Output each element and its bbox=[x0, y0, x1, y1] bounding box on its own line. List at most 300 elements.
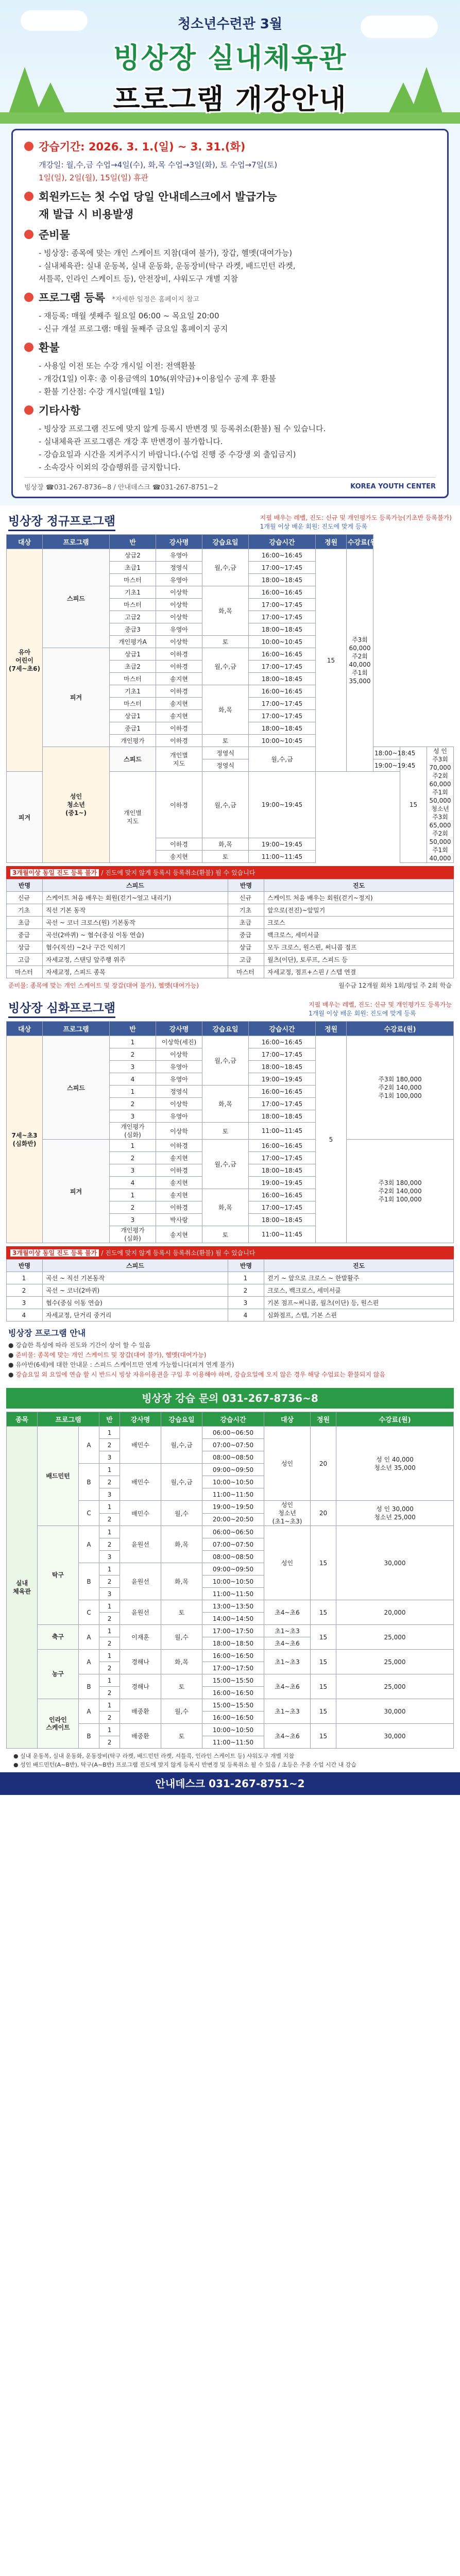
advanced-level-table bbox=[6, 1259, 454, 1321]
info-footer bbox=[24, 477, 436, 492]
table-row bbox=[7, 1699, 454, 1711]
group-cell: A bbox=[79, 1650, 99, 1674]
gym-footnote-text: 실내 운동복, 실내 운동화, 운동장비(탁구 라켓, 배드민턴 라켓, 셔틀콕, 인라인 스케이트 등) 샤워도구 개별 지참 bbox=[20, 1753, 295, 1759]
time-cell: 18:00~18:45 bbox=[249, 722, 316, 735]
class-cell: 2 bbox=[99, 1476, 120, 1488]
column-header: 진도 bbox=[264, 1260, 454, 1272]
column-header: 프로그램 bbox=[43, 1022, 110, 1036]
target-cell: 초4~초6 bbox=[264, 1637, 311, 1650]
class-cell: 마스터 bbox=[110, 574, 156, 586]
instructor-cell: 유영아 bbox=[156, 549, 202, 562]
prep-line: - 빙상장: 종목에 맞는 개인 스케이트 지참(대여 불가), 장갑, 헬멧(대여가능) bbox=[39, 248, 293, 258]
capacity-cell: 15 bbox=[400, 747, 427, 863]
target-cell: 초4~초6 bbox=[264, 1674, 311, 1699]
banner-rest: / 진도에 맞지 않게 등록시 등록취소(환불) 될 수 있습니다 bbox=[101, 1249, 255, 1257]
category-cell: 실내 체육관 bbox=[7, 1427, 38, 1749]
column-header: 정원 bbox=[316, 535, 347, 549]
level-desc-cell: 자세교정, 단거리 중거리 bbox=[43, 1309, 228, 1321]
class-cell: 1 bbox=[110, 1086, 156, 1098]
column-header: 강습요일 bbox=[202, 535, 249, 549]
time-cell: 17:00~17:45 bbox=[249, 1201, 316, 1214]
table-row bbox=[7, 892, 454, 904]
time-cell: 16:00~16:45 bbox=[249, 648, 316, 660]
level-desc-cell: 협수(중심 이동 연습) bbox=[43, 1297, 228, 1309]
fee-cell: 주3회 60,000 주2회 40,000 주1회 35,000 bbox=[347, 549, 373, 772]
regular-note-right: 월수금 12개월 회차 1회/평일 주 2회 학습 bbox=[338, 982, 452, 989]
days-cell: 월,수 bbox=[161, 1501, 202, 1526]
class-cell: 1 bbox=[110, 1189, 156, 1201]
regular-program-section bbox=[0, 505, 460, 992]
level-desc-cell: 크로스 bbox=[264, 917, 454, 929]
bullet-icon bbox=[24, 230, 33, 239]
time-cell: 10:00~10:50 bbox=[202, 1476, 264, 1488]
time-cell: 17:00~17:45 bbox=[249, 562, 316, 574]
class-cell: 1 bbox=[99, 1501, 120, 1514]
level-desc-cell: 자세교정, 스탠딩 앞주행 위주 bbox=[43, 954, 228, 966]
instructor-cell: 이상학 bbox=[156, 611, 202, 623]
period-heading: 강습기간: 2026. 3. 1.(일) ~ 3. 31.(화) bbox=[39, 141, 246, 153]
instructor-cell: 이하경 bbox=[156, 1164, 202, 1177]
class-cell: 2 bbox=[99, 1613, 120, 1625]
time-cell: 11:00~11:50 bbox=[202, 1736, 264, 1749]
level-cell: 마스터 bbox=[228, 966, 264, 978]
table-row bbox=[7, 1272, 454, 1284]
fee-cell: 30,000 bbox=[336, 1699, 454, 1724]
instructor-cell: 유영아 bbox=[156, 623, 202, 636]
capacity-cell: 15 bbox=[311, 1650, 336, 1674]
table-row bbox=[7, 941, 454, 954]
banner-warning: 3개월이상 동일 진도 등록 불가 bbox=[10, 869, 99, 876]
instructor-cell: 이하경 bbox=[156, 838, 202, 851]
days-cell: 토 bbox=[161, 1600, 202, 1625]
target-cell: 초1~초3 bbox=[264, 1625, 311, 1637]
class-cell: 3 bbox=[99, 1451, 120, 1464]
class-cell: 마스터 bbox=[110, 599, 156, 611]
instructor-cell: 이상학 bbox=[156, 1048, 202, 1061]
days-cell: 토 bbox=[161, 1724, 202, 1749]
time-cell: 16:00~16:45 bbox=[249, 685, 316, 698]
table-row bbox=[7, 1625, 454, 1637]
column-header: 강습시간 bbox=[249, 1022, 316, 1036]
class-cell: 1 bbox=[110, 1140, 156, 1152]
class-cell: 2 bbox=[110, 1048, 156, 1061]
instructor-cell: 배중환 bbox=[120, 1724, 161, 1749]
time-cell: 18:00~18:45 bbox=[249, 1110, 316, 1123]
time-cell: 18:00~18:45 bbox=[249, 574, 316, 586]
days-cell: 월,수 bbox=[161, 1699, 202, 1724]
class-cell: 개인평가 bbox=[110, 735, 156, 747]
level-cell: 고급 bbox=[7, 954, 43, 966]
hero-title-line2: 프로그램 개강안내 bbox=[113, 83, 347, 115]
group-cell: C bbox=[79, 1600, 99, 1625]
days-cell: 화,목 bbox=[202, 1086, 249, 1123]
instructor-cell: 송지현 bbox=[156, 1189, 202, 1201]
column-header: 반 bbox=[110, 535, 156, 549]
sport-cell: 농구 bbox=[38, 1650, 79, 1699]
column-header: 반명 bbox=[7, 879, 43, 892]
etc-line: - 소속강사 이외의 강습행위를 금지합니다. bbox=[39, 463, 181, 472]
instructor-cell: 윤원선 bbox=[120, 1600, 161, 1625]
instructor-cell: 송지현 bbox=[156, 1226, 202, 1243]
time-cell: 17:00~17:45 bbox=[249, 660, 316, 673]
gym-program-table bbox=[6, 1412, 454, 1749]
registration-heading: 프로그램 등록 bbox=[39, 292, 106, 304]
column-header: 대상 bbox=[264, 1412, 311, 1427]
gym-footnote: ● 성인 배드민턴(A~B반), 탁구(A~B반) 프로그램 진도에 맞지 않게 등록시 반변경 및 등록취소 될 수 있음 / 초등은 주중 수업 시간 내 강습 bbox=[13, 1761, 357, 1768]
column-header: 강사명 bbox=[120, 1412, 161, 1427]
instructor-cell: 이상학 bbox=[156, 599, 202, 611]
regular-level-banner bbox=[6, 866, 454, 879]
capacity-cell: 15 bbox=[311, 1674, 336, 1699]
column-header: 강습시간 bbox=[249, 535, 316, 549]
instructor-cell: 이상학 bbox=[156, 1123, 202, 1140]
column-header: 반명 bbox=[228, 1260, 264, 1272]
time-cell: 08:00~08:50 bbox=[202, 1451, 264, 1464]
instructor-cell: 이하경 bbox=[156, 1201, 202, 1214]
class-cell: 마스터 bbox=[110, 698, 156, 710]
time-cell: 16:00~16:45 bbox=[249, 1036, 316, 1048]
level-cell: 1 bbox=[7, 1272, 43, 1284]
instructor-cell: 이상학 bbox=[156, 586, 202, 599]
time-cell: 19:00~19:45 bbox=[249, 1073, 316, 1086]
time-cell: 17:00~17:45 bbox=[249, 611, 316, 623]
etc-line: - 실내체육관 프로그램은 개강 후 반변경이 불가합니다. bbox=[39, 437, 223, 446]
regular-table-body bbox=[7, 549, 454, 863]
capacity-cell: 15 bbox=[316, 549, 347, 772]
notice-text: 준비물: 종목에 맞는 개인 스케이트 및 장갑(대여 불가), 헬멧(대여가능) bbox=[15, 1351, 207, 1359]
time-cell: 17:00~17:50 bbox=[202, 1662, 264, 1674]
refund-line: - 사용일 이전 또는 수강 개시일 이전: 전액환불 bbox=[39, 361, 196, 370]
gym-footnotes bbox=[6, 1749, 454, 1772]
table-row bbox=[7, 1297, 454, 1309]
sport-cell: 축구 bbox=[38, 1625, 79, 1650]
days-cell: 월,수,금 bbox=[249, 747, 316, 772]
instructor-cell: 정영식 bbox=[156, 562, 202, 574]
column-header: 강사명 bbox=[156, 1022, 202, 1036]
level-cell: 4 bbox=[228, 1309, 264, 1321]
info-section bbox=[0, 124, 460, 505]
column-header: 프로그램 bbox=[43, 535, 110, 549]
sport-cell: 배드민턴 bbox=[38, 1427, 79, 1526]
card-subheading: 재 발급 시 비용발생 bbox=[39, 208, 134, 221]
capacity-cell: 15 bbox=[311, 1526, 336, 1600]
level-desc-cell: 백크로스, 세미서클 bbox=[264, 929, 454, 941]
class-cell: 2 bbox=[110, 1152, 156, 1164]
instructor-cell: 박사랑 bbox=[156, 1214, 202, 1226]
table-row bbox=[7, 1427, 454, 1439]
level-desc-cell: 앞으로(전진)~앞밀기 bbox=[264, 904, 454, 917]
table-row bbox=[7, 648, 454, 660]
class-cell: 1 bbox=[110, 1036, 156, 1048]
time-cell: 11:00~11:45 bbox=[249, 851, 316, 863]
time-cell: 15:00~15:50 bbox=[202, 1674, 264, 1687]
gym-contact-bar: 빙상장 강습 문의 031-267-8736~8 bbox=[6, 1388, 454, 1409]
program-cell: 피겨 bbox=[43, 1140, 110, 1243]
instructor-cell: 윤원선 bbox=[120, 1526, 161, 1563]
advanced-table-body bbox=[7, 1036, 454, 1243]
capacity-cell: 5 bbox=[316, 1036, 347, 1243]
capacity-cell: 15 bbox=[311, 1625, 336, 1650]
prep-line: 셔틀콕, 인라인 스케이트 등), 안전장비, 샤워도구 개별 지참 bbox=[39, 274, 238, 283]
time-cell: 14:00~14:50 bbox=[202, 1613, 264, 1625]
column-header: 강사명 bbox=[156, 535, 202, 549]
class-cell: 1 bbox=[99, 1464, 120, 1476]
column-header: 수강료(원) bbox=[347, 535, 373, 549]
class-cell: 마스터 bbox=[110, 673, 156, 685]
target-cell: 7세~초3 (심화반) bbox=[7, 1036, 43, 1243]
instructor-cell: 배민수 bbox=[120, 1501, 161, 1526]
fee-cell: 주3회 180,000 주2회 140,000 주1회 100,000 bbox=[347, 1140, 454, 1243]
advanced-program-table bbox=[6, 1021, 454, 1243]
info-box bbox=[11, 129, 449, 498]
center-logo: KOREA YOUTH CENTER bbox=[350, 483, 436, 490]
days-cell: 토 bbox=[202, 1226, 249, 1243]
time-cell: 07:00~07:50 bbox=[202, 1538, 264, 1551]
gym-footnote-text: 성인 배드민턴(A~B반), 탁구(A~B반) 프로그램 진도에 맞지 않게 등록시 반변경 및 등록취소 될 수 있음 / 초등은 주중 수업 시간 내 강습 bbox=[20, 1761, 357, 1768]
class-cell: 고급2 bbox=[110, 611, 156, 623]
instructor-cell: 송지현 bbox=[156, 851, 202, 863]
table-row bbox=[7, 929, 454, 941]
instructor-cell: 이하경 bbox=[156, 735, 202, 747]
refund-line: - 개강(1일) 이후: 총 이용금액의 10%(위약금)+이용일수 공제 후 환불 bbox=[39, 374, 276, 383]
fee-cell: 30,000 bbox=[336, 1526, 454, 1600]
bullet-icon bbox=[24, 293, 33, 302]
table-row bbox=[7, 549, 454, 562]
legend-line: 1개월 이상 배운 회원: 진도에 맞게 등록 bbox=[260, 523, 368, 530]
class-cell: 2 bbox=[99, 1711, 120, 1724]
class-cell: 3 bbox=[110, 1110, 156, 1123]
class-cell: 3 bbox=[99, 1488, 120, 1501]
instructor-cell: 이하경 bbox=[156, 1140, 202, 1152]
days-cell: 토 bbox=[161, 1674, 202, 1699]
etc-line: - 빙상장 프로그램 진도에 맞지 않게 등록시 반변경 및 등록취소(환불) 될 수 있습니다. bbox=[39, 424, 326, 433]
time-cell: 08:00~08:50 bbox=[202, 1551, 264, 1563]
time-cell: 19:00~19:45 bbox=[249, 772, 316, 838]
time-cell: 19:00~19:45 bbox=[249, 838, 316, 851]
class-cell: 개인평가A bbox=[110, 636, 156, 648]
instructor-cell: 정영식 bbox=[156, 1086, 202, 1098]
column-header: 강습요일 bbox=[161, 1412, 202, 1427]
period-line: 1일(일), 2일(월), 15일(일) 휴관 bbox=[39, 173, 149, 182]
time-cell: 16:00~16:45 bbox=[249, 586, 316, 599]
days-cell: 화,목 bbox=[202, 685, 249, 735]
regular-note bbox=[6, 978, 454, 992]
class-cell: 상급2 bbox=[110, 549, 156, 562]
class-cell: 3 bbox=[99, 1588, 120, 1600]
group-cell: A bbox=[79, 1427, 99, 1464]
instructor-cell: 이하경 bbox=[156, 648, 202, 660]
days-cell: 월,수,금 bbox=[202, 772, 249, 838]
advanced-program-section bbox=[0, 992, 460, 1321]
time-cell: 10:00~10:45 bbox=[249, 636, 316, 648]
time-cell: 16:00~16:45 bbox=[249, 549, 316, 562]
class-cell: 개인별 지도 bbox=[156, 747, 202, 772]
time-cell: 11:00~11:45 bbox=[249, 1123, 316, 1140]
notice-text: 강습한 특성에 따라 진도와 기간이 상이 할 수 있음 bbox=[15, 1342, 151, 1349]
info-registration bbox=[24, 290, 436, 305]
capacity-cell: 20 bbox=[311, 1427, 336, 1501]
instructor-cell: 정영식 bbox=[202, 759, 249, 772]
prep-heading: 준비물 bbox=[39, 229, 70, 241]
days-cell: 화,목 bbox=[202, 838, 249, 851]
bullet-icon bbox=[24, 192, 33, 201]
help-desk-bar: 안내데스크 031-267-8751~2 bbox=[0, 1772, 460, 1795]
regular-level-table bbox=[6, 879, 454, 978]
column-header: 반명 bbox=[228, 879, 264, 892]
time-cell: 16:00~16:45 bbox=[249, 1140, 316, 1152]
level-cell: 상급 bbox=[7, 941, 43, 954]
legend-line: 1개월 이상 배운 회원: 진도에 맞게 등록 bbox=[309, 1010, 416, 1017]
target-cell: 초1~초3 bbox=[264, 1650, 311, 1674]
instructor-cell: 배중환 bbox=[120, 1699, 161, 1724]
class-cell: 기초1 bbox=[110, 685, 156, 698]
instructor-cell: 송지현 bbox=[156, 698, 202, 710]
class-cell: 2 bbox=[99, 1637, 120, 1650]
column-header: 진도 bbox=[264, 879, 454, 892]
level-cell: 기초 bbox=[7, 904, 43, 917]
advanced-legend bbox=[309, 1001, 452, 1018]
days-cell: 월,수,금 bbox=[161, 1427, 202, 1464]
fee-cell: 성 인 30,000 청소년 25,000 bbox=[336, 1501, 454, 1526]
table-row bbox=[7, 1284, 454, 1297]
instructor-cell: 유영아 bbox=[156, 1061, 202, 1073]
time-cell: 17:00~17:45 bbox=[249, 1048, 316, 1061]
time-cell: 17:00~17:45 bbox=[249, 1152, 316, 1164]
time-cell: 17:00~17:50 bbox=[202, 1625, 264, 1637]
time-cell: 19:00~19:50 bbox=[202, 1501, 264, 1514]
level-cell: 3 bbox=[7, 1297, 43, 1309]
time-cell: 09:00~09:50 bbox=[202, 1464, 264, 1476]
level-desc-cell: 곡선(2바퀴) ~ 협수(중심 이동 연습) bbox=[43, 929, 228, 941]
level-desc-cell: 직선 기본 동작 bbox=[43, 904, 228, 917]
program-cell: 스피드 bbox=[110, 747, 156, 772]
table-row bbox=[7, 917, 454, 929]
fee-cell: 성 인 40,000 청소년 35,000 bbox=[336, 1427, 454, 1501]
class-cell: 1 bbox=[99, 1563, 120, 1575]
time-cell: 10:00~10:50 bbox=[202, 1575, 264, 1588]
class-cell: 상급1 bbox=[110, 710, 156, 722]
level-desc-cell: 기본 점프~써니콥, 월츠(이단) 등, 원스핀 bbox=[264, 1297, 454, 1309]
level-desc-cell: 곡선 ~ 코너 크로스(원) 기본동작 bbox=[43, 917, 228, 929]
fee-cell: 주3회 180,000 주2회 140,000 주1회 100,000 bbox=[347, 1036, 454, 1140]
fee-cell: 25,000 bbox=[336, 1625, 454, 1650]
refund-heading: 환불 bbox=[39, 342, 60, 354]
level-cell: 상급 bbox=[228, 941, 264, 954]
class-cell: 1 bbox=[99, 1724, 120, 1736]
target-cell: 초4~초6 bbox=[264, 1724, 311, 1749]
table-row bbox=[7, 1309, 454, 1321]
target-cell: 성인 bbox=[264, 1526, 311, 1600]
time-cell: 18:00~18:45 bbox=[373, 747, 400, 759]
time-cell: 18:00~18:50 bbox=[202, 1637, 264, 1650]
days-cell: 토 bbox=[202, 1123, 249, 1140]
program-cell: 피겨 bbox=[7, 772, 43, 863]
advanced-program-head bbox=[6, 992, 454, 1021]
notice-line: ● 강습요일 외 요일에 연습 할 시 반드시 빙상 자유이용권을 구입 후 이용해야 하며, 강습요일에 오지 않은 경우 해당 수업료는 환불되지 않음 bbox=[8, 1371, 385, 1378]
legend-line: 지필 배우는 레벨, 진도: 신규 및 개인평가도 등록가능 bbox=[309, 1001, 452, 1008]
column-header: 반 bbox=[99, 1412, 120, 1427]
column-header: 스피드 bbox=[43, 1260, 228, 1272]
regular-program-head bbox=[6, 505, 454, 534]
time-cell: 17:00~17:45 bbox=[249, 599, 316, 611]
etc-heading: 기타사항 bbox=[39, 404, 81, 417]
regular-note-text: 준비물: 종목에 맞는 개인 스케이트 및 장갑(대여 불가), 헬멧(대여가능) bbox=[8, 982, 199, 989]
hero-subtitle: 청소년수련관 3월 bbox=[178, 16, 282, 32]
days-cell: 화,목 bbox=[161, 1650, 202, 1674]
legend-line: 지필 배우는 레벨, 진도: 신규 및 개인평가도 등록가능(기초반 등록불가) bbox=[260, 514, 452, 521]
capacity-cell: 15 bbox=[311, 1600, 336, 1625]
level-cell: 기초 bbox=[228, 904, 264, 917]
days-cell: 토 bbox=[202, 735, 249, 747]
instructor-cell: 이하경 bbox=[156, 772, 202, 838]
class-cell: 상급1 bbox=[110, 648, 156, 660]
program-cell: 스피드 bbox=[43, 1036, 110, 1140]
time-cell: 15:00~15:50 bbox=[202, 1699, 264, 1711]
time-cell: 06:00~06:50 bbox=[202, 1427, 264, 1439]
class-cell: 1 bbox=[99, 1650, 120, 1662]
class-cell: 1 bbox=[99, 1699, 120, 1711]
table-row bbox=[7, 1650, 454, 1662]
notice-title: 빙상장 프로그램 안내 bbox=[8, 1328, 86, 1338]
table-row bbox=[7, 747, 454, 759]
instructor-cell: 이상학 bbox=[156, 636, 202, 648]
skating-notice bbox=[0, 1321, 460, 1385]
class-cell: 1 bbox=[99, 1526, 120, 1538]
instructor-cell: 유영아 bbox=[156, 574, 202, 586]
bullet-icon bbox=[24, 142, 33, 151]
class-cell: 3 bbox=[110, 1061, 156, 1073]
class-cell: 중급1 bbox=[110, 722, 156, 735]
hero-title-line1: 빙상장 실내체육관 bbox=[113, 42, 347, 74]
registration-line: - 재등록: 매월 셋째주 월요일 06:00 ~ 목요일 20:00 bbox=[39, 311, 219, 320]
time-cell: 18:00~18:45 bbox=[249, 1214, 316, 1226]
column-header: 대상 bbox=[7, 1022, 43, 1036]
class-cell: 3 bbox=[110, 1214, 156, 1226]
class-cell: 2 bbox=[99, 1513, 120, 1526]
contact-text: 빙상장 ☎031-267-8736~8 / 안내데스크 ☎031-267-8751~2 bbox=[24, 484, 218, 492]
instructor-cell: 송지현 bbox=[156, 710, 202, 722]
banner-warning: 3개월이상 동일 진도 등록 불가 bbox=[10, 1249, 99, 1257]
group-cell: A bbox=[79, 1699, 99, 1724]
level-cell: 초급 bbox=[228, 917, 264, 929]
group-cell: A bbox=[79, 1625, 99, 1650]
info-prep bbox=[24, 227, 436, 242]
days-cell: 월,수 bbox=[161, 1625, 202, 1650]
info-period bbox=[24, 139, 436, 154]
instructor-cell: 정영식 bbox=[202, 747, 249, 759]
level-cell: 2 bbox=[228, 1284, 264, 1297]
advanced-level-banner bbox=[6, 1246, 454, 1259]
time-cell: 18:00~18:45 bbox=[249, 623, 316, 636]
time-cell: 06:00~06:50 bbox=[202, 1526, 264, 1538]
level-cell: 마스터 bbox=[7, 966, 43, 978]
level-cell: 고급 bbox=[228, 954, 264, 966]
level-cell: 1 bbox=[228, 1272, 264, 1284]
table-row bbox=[7, 954, 454, 966]
time-cell: 11:00~11:50 bbox=[202, 1588, 264, 1600]
instructor-cell: 이하경 bbox=[156, 685, 202, 698]
instructor-cell: 윤원선 bbox=[120, 1563, 161, 1600]
class-cell: 2 bbox=[110, 1201, 156, 1214]
class-cell: 2 bbox=[99, 1538, 120, 1551]
class-cell: 개인평가 (심화) bbox=[110, 1226, 156, 1243]
table-row bbox=[7, 1140, 454, 1152]
class-cell: 초급1 bbox=[110, 562, 156, 574]
group-cell: B bbox=[79, 1464, 99, 1501]
group-cell: B bbox=[79, 1563, 99, 1600]
level-desc-cell: 모두 크로스, 원스핀, 써니콥 점프 bbox=[264, 941, 454, 954]
days-cell: 토 bbox=[202, 851, 249, 863]
